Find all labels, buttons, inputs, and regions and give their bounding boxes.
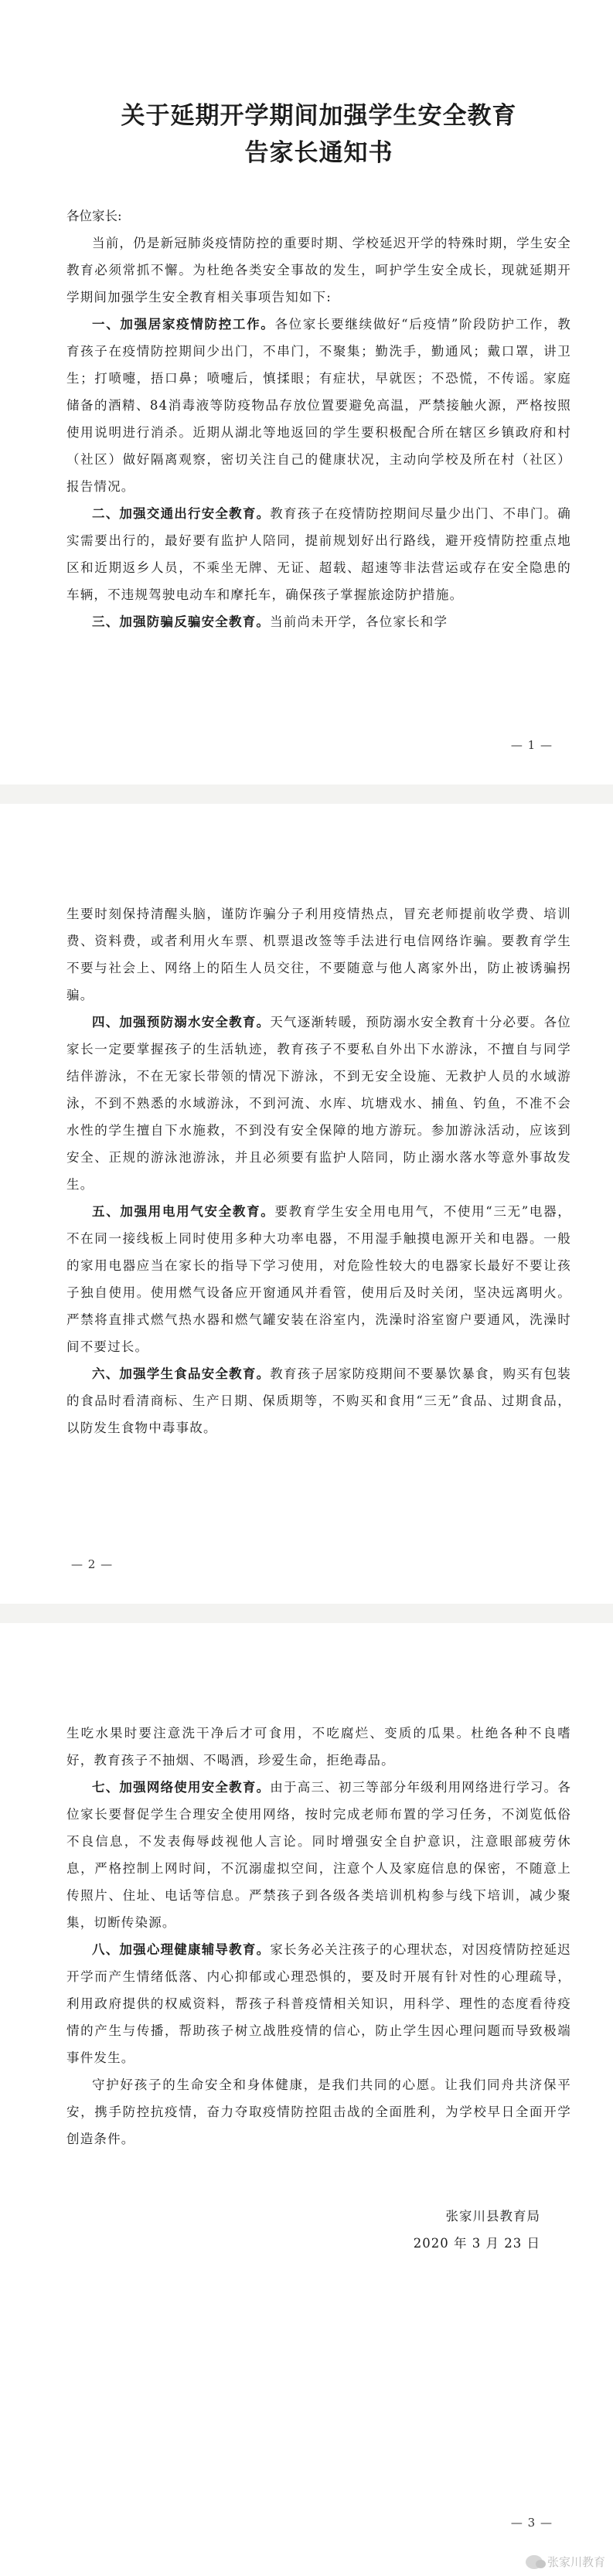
page-3-content xyxy=(66,1623,571,2257)
page-number-1: — 1 — xyxy=(510,738,553,752)
section-4 xyxy=(66,1009,571,1198)
section-5-heading: 五、加强用电用气安全教育。 xyxy=(92,1204,275,1219)
section-7-heading: 七、加强网络使用安全教育。 xyxy=(92,1780,271,1795)
wechat-icon xyxy=(526,2555,543,2569)
section-3-heading: 三、加强防骗反骗安全教育。 xyxy=(92,614,271,629)
signature-block xyxy=(66,2203,571,2257)
section-2-heading: 二、加强交通出行安全教育。 xyxy=(92,506,271,521)
watermark xyxy=(526,2554,605,2570)
salutation: 各位家长: xyxy=(66,209,122,223)
section-2-text: 教育孩子在疫情防控期间尽量少出门、不串门。确实需要出行的，最好要有监护人陪同，提前规划好出行路线，避开疫情防控重点地区和近期返乡人员，不乘坐无牌、无证、超载、超速等非法营运或存在安全隐患的车辆，不违规驾驶电动车和摩托车，确保孩子掌握旅途防护措施。 xyxy=(66,506,571,602)
section-4-heading: 四、加强预防溺水安全教育。 xyxy=(92,1015,271,1029)
closing-paragraph: 守护好孩子的生命安全和身体健康，是我们共同的心愿。让我们同舟共济保平安，携手防控抗疫情，奋力夺取疫情防控阻击战的全面胜利，为学校早日全面开学创造条件。 xyxy=(66,2077,571,2146)
intro-paragraph: 当前，仍是新冠肺炎疫情防控的重要时期、学校延迟开学的特殊时期，学生安全教育必须常抓不懈。为杜绝各类安全事故的发生，呵护学生安全成长，现就延期开学期间加强学生安全教育相关事项告知如下: xyxy=(66,236,571,305)
section-8-heading: 八、加强心理健康辅导教育。 xyxy=(92,1942,271,1957)
section-6-heading: 六、加强学生食品安全教育。 xyxy=(92,1366,271,1381)
section-6-continued: 生吃水果时要注意洗干净后才可食用，不吃腐烂、变质的瓜果。杜绝各种不良嗜好，教育孩子不抽烟、不喝酒，珍爱生命，拒绝毒品。 xyxy=(66,1726,571,1768)
page-number-3: — 3 — xyxy=(510,2516,553,2530)
section-8-text: 家长务必关注孩子的心理状态，对因疫情防控延迟开学而产生情绪低落、内心抑郁或心理恐惧的，要及时开展有针对性的心理疏导，利用政府提供的权威资料，帮孩子科普疫情相关知识，用科学、理性的态度看待疫情的产生与传播，帮助孩子树立战胜疫情的信心，防止学生因心理问题而导致极端事件发生。 xyxy=(66,1942,571,2065)
section-3-continued: 生要时刻保持清醒头脑，谨防诈骗分子利用疫情热点，冒充老师提前收学费、培训费、资料费，或者利用火车票、机票退改签等手法进行电信网络诈骗。要教育学生不要与社会上、网络上的陌生人员交往，不要随意与他人离家外出，防止被诱骗拐骗。 xyxy=(66,907,571,1002)
section-3 xyxy=(66,608,571,635)
section-6-text: 教育孩子居家防疫期间不要暴饮暴食，购买有包装的食品时看清商标、生产日期、保质期等，不购买和食用“三无”食品、过期食品，以防发生食物中毒事故。 xyxy=(66,1366,571,1435)
section-8 xyxy=(66,1936,571,2071)
section-5-text: 要教育学生安全用电用气，不使用“三无”电器，不在同一接线板上同时使用多种大功率电器，不用湿手触摸电源开关和电器。一般的家用电器应当在家长的指导下学习使用，对危险性较大的电器家长最好不要让孩子独自使用。使用燃气设备应开窗通风并看管，使用后及时关闭，坚决远离明火。严禁将直排式燃气热水器和燃气罐安装在浴室内，洗澡时浴室窗户要通风，洗澡时间不要过长。 xyxy=(66,1204,571,1354)
title-line-2: 告家长通知书 xyxy=(244,139,393,167)
section-1-text: 各位家长要继续做好“后疫情”阶段防护工作，教育孩子在疫情防控期间少出门，不串门，不聚集；勤洗手，勤通风；戴口罩，讲卫生；打喷嚏，捂口鼻；喷嚏后，慎揉眼；有症状，早就医；不恐慌，不传谣。家庭储备的酒精、84消毒液等防疫物品存放位置要避免高温，严禁接触火源，严格按照使用说明进行消杀。近期从湖北等地返回的学生要积极配合所在辖区乡镇政府和村（社区）做好隔离观察，密切关注自己的健康状况，主动向学校及所在村（社区）报告情况。 xyxy=(66,317,571,494)
section-7 xyxy=(66,1774,571,1936)
page-1 xyxy=(0,0,613,784)
section-3-text: 当前尚未开学，各位家长和学 xyxy=(270,614,448,629)
page-2-content xyxy=(66,804,571,1441)
section-7-text: 由于高三、初三等部分年级利用网络进行学习。各位家长要督促学生合理安全使用网络，按时完成老师布置的学习任务，不浏览低俗不良信息，不发表侮辱歧视他人言论。同时增强安全自护意识，注意眼部疲劳休息，严格控制上网时间，不沉溺虚拟空间，注意个人及家庭信息的保密，不随意上传照片、住址、电话等信息。严禁孩子到各级各类培训机构参与线下培训，减少聚集，切断传染源。 xyxy=(66,1780,571,1930)
section-4-text: 天气逐渐转暖，预防溺水安全教育十分必要。各位家长一定要掌握孩子的生活轨迹，教育孩子不要私自外出下水游泳，不擅自与同学结伴游泳，不在无家长带领的情况下游泳，不到无安全设施、无救护人员的水域游泳，不到不熟悉的水域游泳，不到河流、水库、坑塘戏水、捕鱼、钓鱼，不准不会水性的学生擅自下水施救，不到没有安全保障的地方游玩。参加游泳活动，应该到安全、正规的游泳池游泳，并且必须要有监护人陪同，防止溺水落水等意外事故发生。 xyxy=(66,1015,571,1192)
watermark-text: 张家川教育 xyxy=(547,2555,605,2569)
section-6 xyxy=(66,1360,571,1441)
section-1-heading: 一、加强居家疫情防控工作。 xyxy=(92,317,275,332)
section-2 xyxy=(66,500,571,608)
page-number-2: — 2 — xyxy=(71,1557,114,1571)
section-1 xyxy=(66,311,571,500)
signature-org: 张家川县教育局 xyxy=(445,2209,540,2224)
title-line-1: 关于延期开学期间加强学生安全教育 xyxy=(121,102,517,130)
page-2 xyxy=(0,804,613,1604)
section-5 xyxy=(66,1198,571,1360)
title-block xyxy=(66,0,571,172)
page-3 xyxy=(0,1623,613,2576)
signature-date: 2020 年 3 月 23 日 xyxy=(413,2236,540,2251)
